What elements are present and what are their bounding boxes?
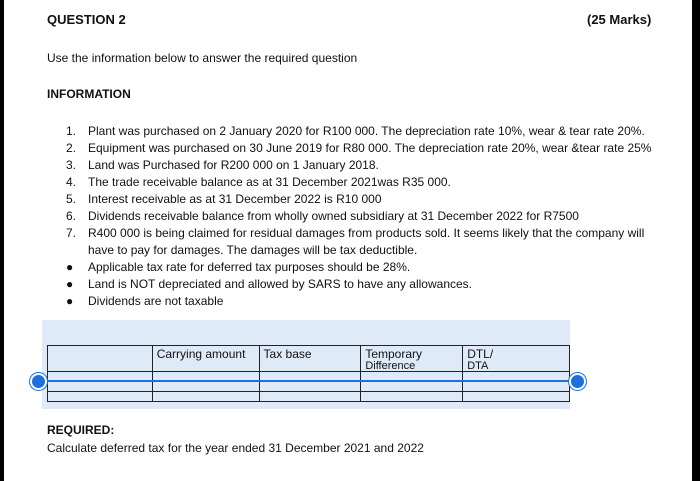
bullet-item [66,293,666,310]
list-text: Land was Purchased for R200 000 on 1 January 2018. [88,158,379,172]
bullet-icon: ● [66,260,74,274]
header-temporary: Temporary [365,347,422,361]
table-header-cell[interactable] [48,346,153,372]
required-text: Calculate deferred tax for the year ended 31 December 2021 and 2022 [47,441,424,455]
table-cell[interactable] [48,382,153,392]
table-row [48,382,570,392]
table-cell[interactable] [259,392,361,402]
list-item [66,157,666,174]
bullet-icon: ● [66,294,74,308]
list-item [66,123,666,140]
table-header-cell[interactable] [361,346,463,372]
table-cell[interactable] [48,392,153,402]
table-row [48,392,570,402]
bullet-item [66,259,666,276]
table-cell[interactable] [361,392,463,402]
list-item [66,140,666,157]
list-number: 6. [66,209,77,223]
list-number: 5. [66,192,77,206]
table-cell[interactable] [259,382,361,392]
bullet-text: Land is NOT depreciated and allowed by SARS to have any allowances. [88,277,473,291]
question-title: QUESTION 2 [47,12,126,27]
right-edge-bar [692,0,700,481]
selection-handle-left[interactable] [30,373,47,390]
list-text: Interest receivable as at 31 December 2022 is R10 000 [88,192,382,206]
table-header-cell[interactable]: Tax base [259,346,361,372]
header-difference: Difference [365,360,416,372]
information-heading: INFORMATION [47,87,131,101]
selection-line [38,380,576,382]
bullet-text: Applicable tax rate for deferred tax purposes should be 28%. [88,260,411,274]
list-text: R400 000 is being claimed for residual damages from products sold. It seems likely that the company will have to pay for damages. The damages will be tax deductible. [88,226,645,257]
selection-handle-right[interactable] [569,373,586,390]
bullet-item [66,276,666,293]
table-cell[interactable] [152,382,259,392]
list-item [66,191,666,208]
list-text: Plant was purchased on 2 January 2020 for R100 000. The depreciation rate 10%, wear & tear rate 20%. [88,124,645,138]
bullet-text: Dividends are not taxable [88,294,224,308]
list-number: 4. [66,175,77,189]
list-text: Equipment was purchased on 30 June 2019 for R80 000. The depreciation rate 20%, wear &tear rate 25% [88,141,652,155]
header-dtl: DTL/ [467,347,494,361]
list-item [66,225,666,259]
list-number: 1. [66,124,77,138]
intro-text: Use the information below to answer the required question [47,51,358,65]
bullet-icon: ● [66,277,74,291]
question-marks: (25 Marks) [587,12,652,27]
left-edge-bar [0,0,4,481]
list-item [66,208,666,225]
list-item [66,174,666,191]
list-text: Dividends receivable balance from wholly owned subsidiary at 31 December 2022 for R7500 [88,209,579,223]
list-text: The trade receivable balance as at 31 December 2021was R35 000. [88,175,451,189]
required-heading: REQUIRED: [47,423,115,437]
list-number: 2. [66,141,77,155]
information-list [66,123,666,310]
table-header-row [48,346,570,372]
header-dta: DTA [467,360,489,372]
list-number: 3. [66,158,77,172]
table-header-cell[interactable]: Carrying amount [152,346,259,372]
table-cell[interactable] [361,382,463,392]
table-header-cell[interactable] [463,346,570,372]
table-cell[interactable] [463,382,570,392]
deferred-tax-table[interactable] [47,345,570,402]
table-cell[interactable] [152,392,259,402]
table-cell[interactable] [463,392,570,402]
list-number: 7. [66,226,77,240]
